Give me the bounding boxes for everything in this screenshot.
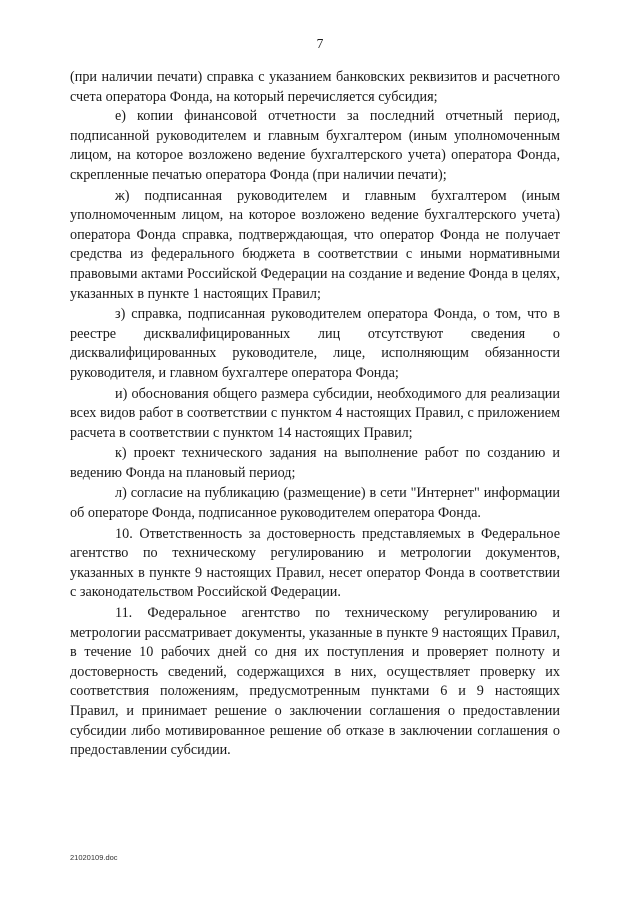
page-number: 7	[316, 36, 324, 51]
paragraph-item-e: е) копии финансовой отчетности за последний отчетный период, подписанной руководителем и главным бухгалтером (иным уполномоченным лицом, на которое возложено ведение бухгалтерского учета) оператора Фонда, скрепленные печатью оператора Фонда (при наличии печати);	[70, 108, 560, 183]
paragraph-item-i: и) обоснования общего размера субсидии, необходимого для реализации всех видов работ в соответствии с пунктом 4 настоящих Правил, с приложением расчета в соответствии с пунктом 14 настоящих Правил;	[70, 385, 560, 441]
paragraph-clause-11: 11. Федеральное агентство по техническому регулированию и метрологии рассматривает документы, указанные в пункте 9 настоящих Правил, в течение 10 рабочих дней со дня их поступления и проверяет полноту и достоверность сведений, содержащихся в них, осуществляет проверку их соответствия положениям, предусмотренным пунктами 6 и 9 настоящих Правил, и принимает решение о заключении соглашения о предоставлении субсидии либо мотивированное решение об отказе в заключении соглашения о предоставлении субсидии.	[70, 605, 560, 759]
paragraph-item-z: з) справка, подписанная руководителем оператора Фонда, о том, что в реестре дисквалифицированных лиц отсутствуют сведения о дисквалифицированных руководителе, лице, исполняющим обязанности руководителя, и главном бухгалтере оператора Фонда;	[70, 306, 560, 381]
paragraph-continuation: (при наличии печати) справка с указанием банковских реквизитов и расчетного счета оператора Фонда, на который перечисляется субсидия;	[70, 69, 560, 105]
paragraph-item-k: к) проект технического задания на выполнение работ по созданию и ведению Фонда на плановый период;	[70, 445, 560, 481]
paragraph-clause-10: 10. Ответственность за достоверность представляемых в Федеральное агентство по техническому регулированию и метрологии документов, указанных в пункте 9 настоящих Правил, несет оператор Фонда в соответствии с законодательством Российской Федерации.	[70, 525, 560, 601]
paragraph-item-zh: ж) подписанная руководителем и главным бухгалтером (иным уполномоченным лицом, на которое возложено ведение бухгалтерского учета) оператора Фонда справка, подтверждающая, что оператор Фонда не получает средства из федерального бюджета в соответствии с иными нормативными правовыми актами Российской Федерации на создание и ведение Фонда в целях, указанных в пункте 1 настоящих Правил;	[70, 187, 560, 302]
file-name-footer: 21020109.doc	[70, 853, 118, 862]
document-body	[70, 68, 560, 761]
paragraph-item-l: л) согласие на публикацию (размещение) в сети "Интернет" информации об операторе Фонда, подписанное руководителем оператора Фонда.	[70, 485, 560, 522]
